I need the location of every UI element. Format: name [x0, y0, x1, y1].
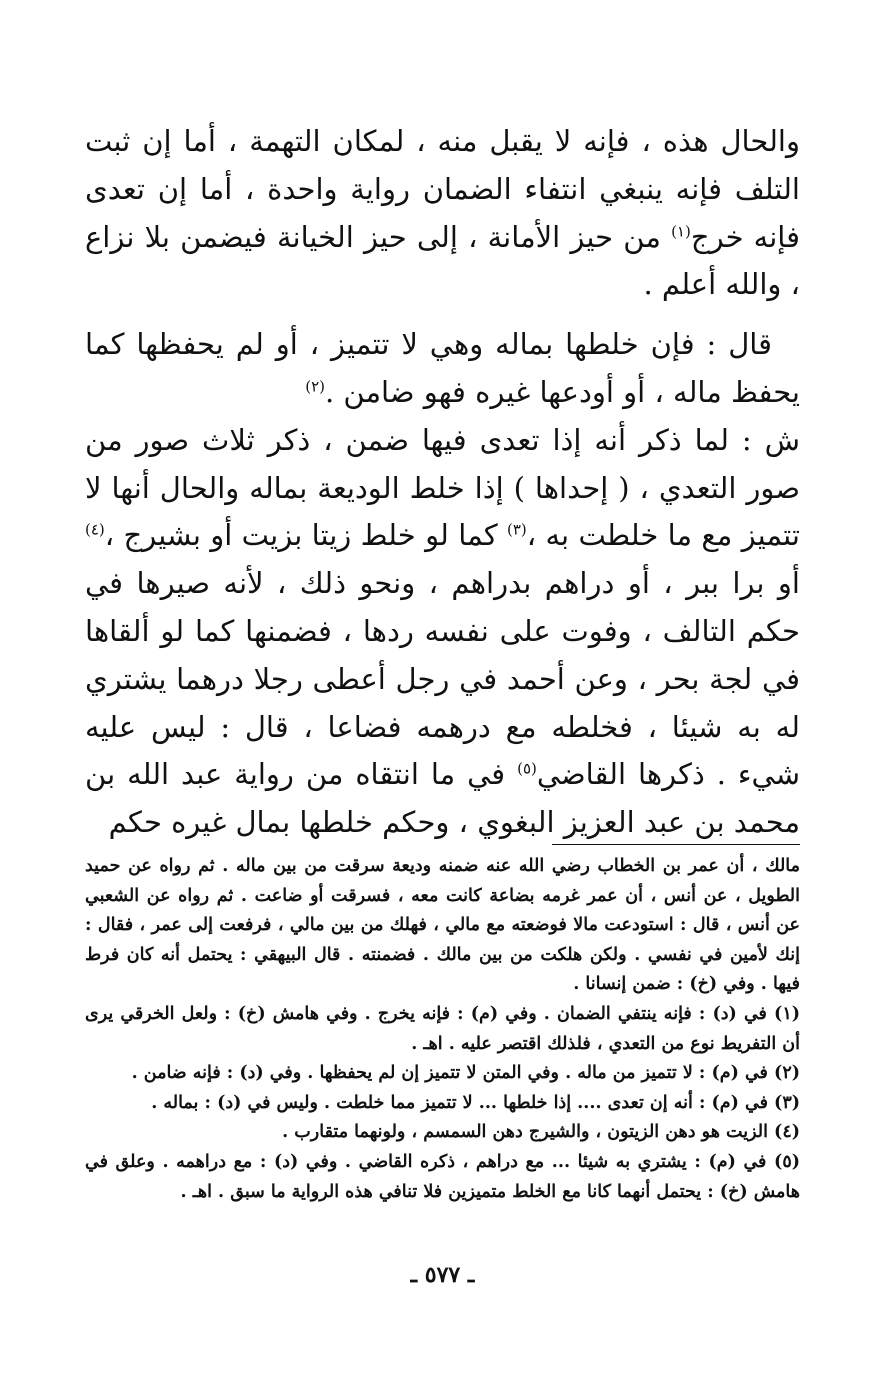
main-text: [85, 118, 800, 847]
footnote-ref-5[interactable]: (٥): [517, 759, 537, 778]
footnote-ref-1[interactable]: (١): [671, 221, 691, 240]
footnotes-section: [85, 852, 800, 1207]
page-number: ـ ٥٧٧ ـ: [410, 1262, 475, 1288]
footnote-ref-3[interactable]: (٣): [507, 520, 527, 539]
footnote-4: (٤) الزيت هو دهن الزيتون ، والشيرج دهن السمسم ، ولونهما متقارب .: [282, 1122, 800, 1143]
footnote-2: (٢) في (م) : لا تتميز من ماله . وفي المتن لا تتميز إن لم يحفظها . وفي (د) : فإنه ضامن .: [131, 1063, 800, 1084]
paragraph-1: والحال هذه ، فإنه لا يقبل منه ، لمكان التهمة ، أما إن ثبت التلف فإنه ينبغي انتفاء الضمان رواية واحدة ، أما إن تعدى فإنه خرج$^{(١)}$ من حيز الأمانة ، إلى حيز الخيانة فيضمن بلا نزاع ، والله أعلم .: [85, 124, 800, 302]
footnote-ref-4[interactable]: (٤): [85, 520, 105, 539]
footnote-continued: مالك ، أن عمر بن الخطاب رضي الله عنه ضمنه وديعة سرقت من بين ماله . ثم رواه عن حميد الطويل ، عن أنس ، أن عمر غرمه بضاعة كانت معه ، فسرقت أو ضاعت . ثم رواه عن الشعبي عن أنس ، قال : استودعت مالا فوضعته مع مالي ، فهلك من بين مالي ، فرفعت إلى عمر ، فقال : إنك لأمين في نفسي . ولكن هلكت من بين مالك . فضمنته . قال البيهقي : يحتمل أنه كان فرط فيها . وفي (خ) : ضمن إنسانا .: [85, 856, 800, 995]
footnote-3: (٣) في (م) : أنه إن تعدى .... إذا خلطها ... لا تتميز مما خلطت . وليس في (د) : بماله .: [151, 1092, 800, 1113]
paragraph-3: ش : لما ذكر أنه إذا تعدى فيها ضمن ، ذكر ثلاث صور من صور التعدي ، ( إحداها ) إذا خلط الوديعة بماله والحال أنها لا تتميز مع ما خلطت به ،$^{(٣)}$ كما لو خلط زيتا بزيت أو بشيرج ،$^{(٤)}$ أو برا ببر ، أو دراهم بدراهم ، ونحو ذلك ، لأنه صيرها في حكم التالف ، وفوت على نفسه ردها ، فضمنها كما لو ألقاها في لجة بحر ، وعن أحمد في رجل أعطى رجلا درهما يشتري له به شيئا ، فخلطه مع درهمه فضاعا ، قال : ليس عليه شيء . ذكرها القاضي$^{(٥)}$ في ما انتقاه من رواية عبد الله بن محمد بن عبد العزيز البغوي ، وحكم خلطها بمال غيره حكم: [85, 422, 800, 840]
paragraph-2: قال : فإن خلطها بماله وهي لا تتميز ، أو لم يحفظها كما يحفظ ماله ، أو أودعها غيره فهو ضامن .$^{(٢)}$: [85, 327, 800, 409]
footnote-divider: [552, 844, 800, 845]
footnote-5: (٥) في (م) : يشتري به شيئا ... مع دراهم ، ذكره القاضي . وفي (د) : مع دراهمه . وعلق في هامش (خ) : يحتمل أنهما كانا مع الخلط متميزين فلا تنافي هذه الرواية ما سبق . اهـ .: [85, 1151, 800, 1202]
footnote-ref-2[interactable]: (٢): [305, 377, 325, 396]
footnote-1: (١) في (د) : فإنه ينتفي الضمان . وفي (م) : فإنه يخرج . وفي هامش (خ) : ولعل الخرقي يرى أن التفريط نوع من التعدي ، فلذلك اقتصر عليه . اهـ .: [85, 1003, 800, 1054]
document-page: [85, 0, 800, 1400]
